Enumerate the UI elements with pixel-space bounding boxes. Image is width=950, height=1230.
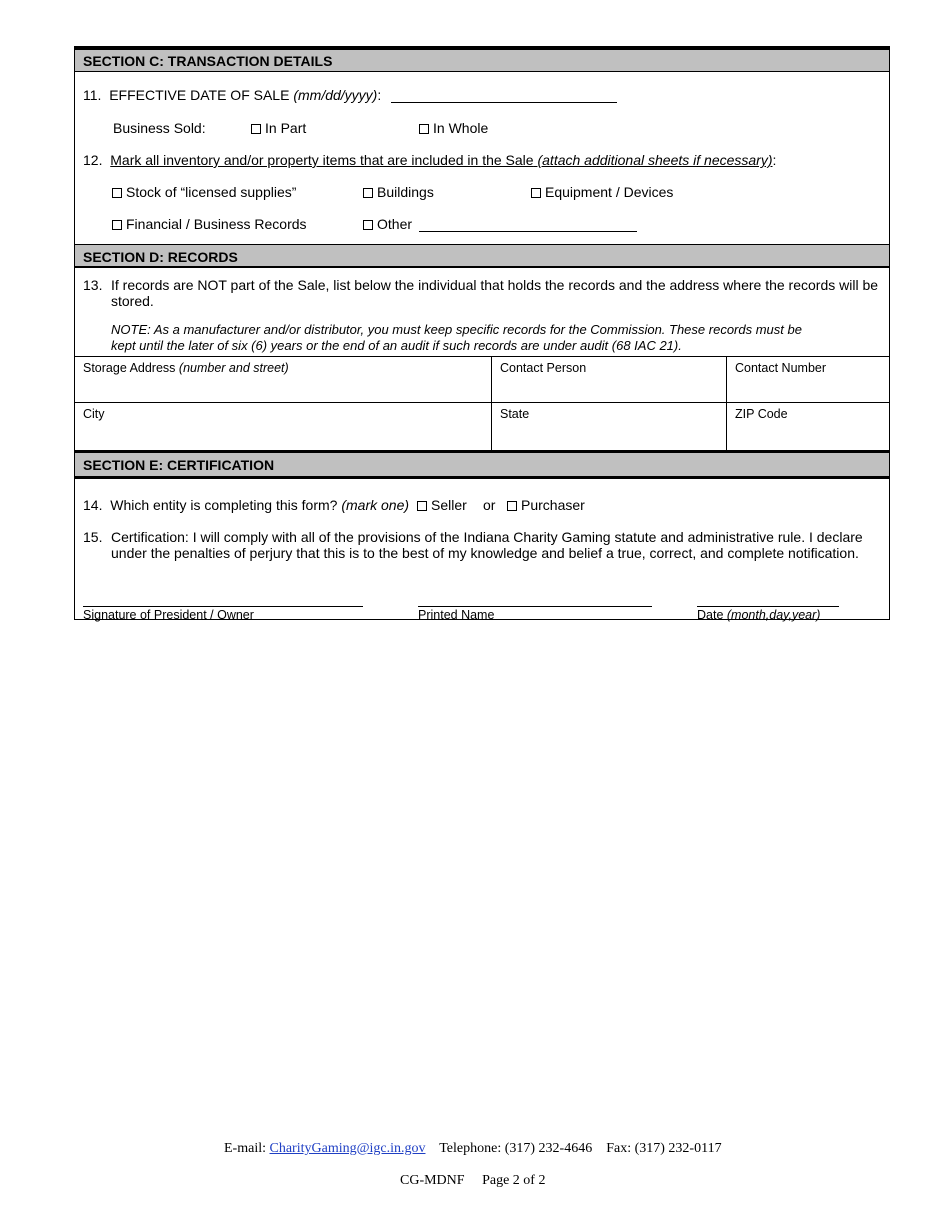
form-page bbox=[74, 46, 890, 620]
q13-note-line1: NOTE: As a manufacturer and/or distributor, you must keep specific records for the Commission. These records must be bbox=[111, 322, 802, 337]
seller-option[interactable] bbox=[417, 497, 467, 513]
footer-page-info bbox=[400, 1173, 545, 1189]
storage-address-field[interactable] bbox=[83, 361, 289, 375]
signature-line[interactable] bbox=[83, 606, 363, 607]
section-c-header: SECTION C: TRANSACTION DETAILS bbox=[75, 50, 889, 72]
zip-code-field[interactable]: ZIP Code bbox=[735, 407, 788, 421]
or-text: or bbox=[483, 497, 496, 513]
other-label: Other bbox=[377, 216, 413, 232]
q11-colon: : bbox=[377, 87, 382, 103]
business-sold-label: Business Sold: bbox=[113, 120, 206, 136]
in-part-checkbox[interactable] bbox=[251, 124, 261, 134]
in-part-label: In Part bbox=[265, 120, 307, 136]
q13-text: If records are NOT part of the Sale, list below the individual that holds the records and the address where the records will be bbox=[111, 277, 879, 293]
section-e-header: SECTION E: CERTIFICATION bbox=[75, 450, 889, 479]
in-whole-label: In Whole bbox=[433, 120, 489, 136]
date-hint: (month,day,year) bbox=[726, 608, 821, 622]
page-number: Page 2 of 2 bbox=[482, 1173, 546, 1188]
stock-checkbox[interactable] bbox=[112, 188, 122, 198]
q13-number: 13. bbox=[83, 277, 103, 293]
date-line[interactable] bbox=[697, 606, 839, 607]
city-field[interactable]: City bbox=[83, 407, 105, 421]
q13-text-cont: stored. bbox=[111, 293, 154, 309]
telephone-text: Telephone: (317) 232-4646 bbox=[439, 1141, 593, 1156]
buildings-checkbox[interactable] bbox=[363, 188, 373, 198]
records-table-divider-1 bbox=[491, 356, 492, 450]
buildings-option[interactable] bbox=[363, 184, 434, 200]
q13-note-line2: kept until the later of six (6) years or the end of an audit if such records are under audit (68 IAC 21). bbox=[111, 338, 682, 353]
q12-label-text: Mark all inventory and/or property items that are included in the Sale bbox=[110, 152, 534, 168]
q12-row bbox=[83, 152, 776, 168]
date-label bbox=[697, 608, 820, 622]
fax-text: Fax: (317) 232-0117 bbox=[606, 1141, 722, 1156]
q11-row bbox=[83, 87, 381, 103]
q11-number: 11. bbox=[83, 87, 102, 103]
purchaser-label: Purchaser bbox=[521, 497, 585, 513]
seller-checkbox[interactable] bbox=[417, 501, 427, 511]
other-option[interactable] bbox=[363, 216, 412, 232]
q15-text-line2: under the penalties of perjury that this is to the best of my knowledge and belief a true, correct, and complete notification. bbox=[111, 545, 859, 561]
contact-number-field[interactable]: Contact Number bbox=[735, 361, 827, 375]
buildings-label: Buildings bbox=[377, 184, 434, 200]
other-checkbox[interactable] bbox=[363, 220, 373, 230]
financial-option[interactable] bbox=[112, 216, 307, 232]
q12-note: (attach additional sheets if necessary) bbox=[537, 152, 773, 168]
q11-format: (mm/dd/yyyy) bbox=[293, 87, 378, 103]
stock-option[interactable] bbox=[112, 184, 296, 200]
printed-name-label: Printed Name bbox=[418, 608, 495, 622]
q12-label bbox=[110, 152, 772, 168]
records-table-mid-rule bbox=[75, 402, 889, 403]
q14-number: 14. bbox=[83, 497, 103, 513]
financial-checkbox[interactable] bbox=[112, 220, 122, 230]
stock-label: Stock of “licensed supplies” bbox=[126, 184, 297, 200]
in-part-option[interactable] bbox=[251, 120, 306, 136]
in-whole-option[interactable] bbox=[419, 120, 488, 136]
storage-address-hint: (number and street) bbox=[178, 361, 289, 375]
records-table-divider-2 bbox=[726, 356, 727, 450]
signature-label: Signature of President / Owner bbox=[83, 608, 254, 622]
q14-row bbox=[83, 497, 409, 513]
q15-number: 15. bbox=[83, 529, 103, 545]
records-table-top-rule bbox=[75, 356, 889, 357]
q14-label: Which entity is completing this form? bbox=[110, 497, 338, 513]
purchaser-checkbox[interactable] bbox=[507, 501, 517, 511]
contact-person-field[interactable]: Contact Person bbox=[500, 361, 587, 375]
storage-address-label: Storage Address bbox=[83, 361, 176, 375]
email-link[interactable]: CharityGaming@igc.in.gov bbox=[269, 1141, 426, 1156]
in-whole-checkbox[interactable] bbox=[419, 124, 429, 134]
q14-hint: (mark one) bbox=[341, 497, 410, 513]
financial-label: Financial / Business Records bbox=[126, 216, 307, 232]
other-input-field[interactable] bbox=[419, 231, 637, 232]
state-field[interactable]: State bbox=[500, 407, 530, 421]
purchaser-option[interactable] bbox=[507, 497, 585, 513]
email-label: E-mail: bbox=[224, 1141, 266, 1156]
date-label-text: Date bbox=[697, 608, 724, 622]
footer-contact bbox=[224, 1141, 722, 1157]
equipment-option[interactable] bbox=[531, 184, 673, 200]
q12-number: 12. bbox=[83, 152, 103, 168]
form-id: CG-MDNF bbox=[400, 1173, 465, 1188]
effective-date-field[interactable] bbox=[391, 102, 617, 103]
equipment-label: Equipment / Devices bbox=[545, 184, 674, 200]
q12-colon: : bbox=[772, 152, 777, 168]
seller-label: Seller bbox=[431, 497, 467, 513]
printed-name-line[interactable] bbox=[418, 606, 652, 607]
q11-label: EFFECTIVE DATE OF SALE bbox=[109, 87, 290, 103]
equipment-checkbox[interactable] bbox=[531, 188, 541, 198]
section-d-header: SECTION D: RECORDS bbox=[75, 244, 889, 268]
q15-text-line1: Certification: I will comply with all of the provisions of the Indiana Charity Gaming statute and administrative rule. I declare bbox=[111, 529, 863, 545]
